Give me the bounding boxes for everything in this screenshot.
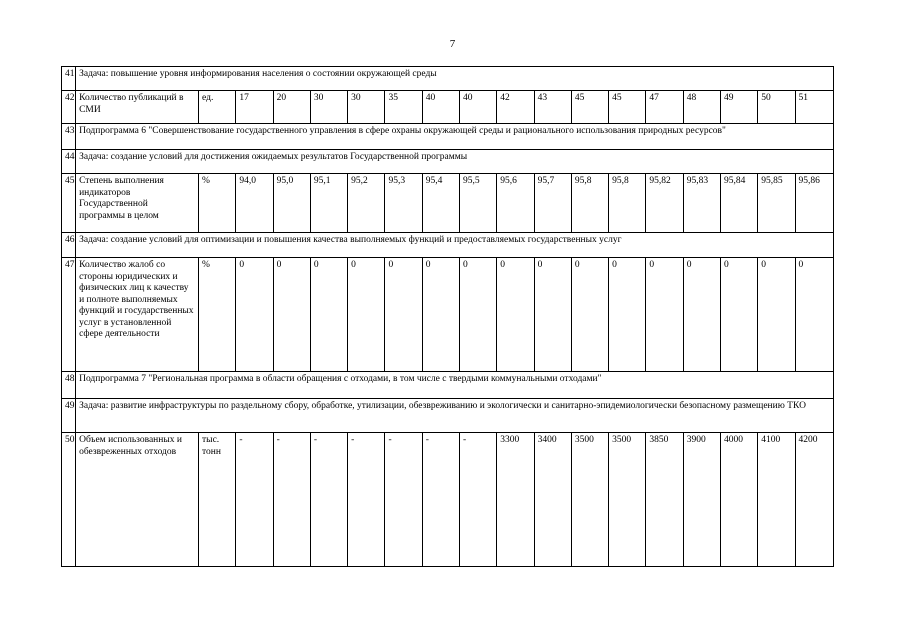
value-cell: - bbox=[236, 433, 273, 567]
table-row-41 bbox=[62, 67, 834, 91]
value-cell: 0 bbox=[534, 258, 571, 372]
value-cell: 30 bbox=[348, 91, 385, 124]
task-heading: Задача: развитие инфраструктуры по раздельному сбору, обработке, утилизации, обезвреживанию и экологически и санитарно-эпидемиологически безопасному размещению ТКО bbox=[76, 399, 834, 433]
row-number: 47 bbox=[62, 258, 76, 372]
value-cell: - bbox=[422, 433, 459, 567]
value-cell: 95,5 bbox=[460, 174, 497, 233]
value-cell: 0 bbox=[497, 258, 534, 372]
value-cell: 20 bbox=[273, 91, 310, 124]
value-cell: 95,1 bbox=[310, 174, 347, 233]
value-cell: 0 bbox=[460, 258, 497, 372]
task-heading: Задача: создание условий для достижения ожидаемых результатов Государственной программы bbox=[76, 150, 834, 174]
value-cell: 0 bbox=[646, 258, 683, 372]
page-number: 7 bbox=[449, 38, 456, 50]
value-cell: - bbox=[310, 433, 347, 567]
table-row-46 bbox=[62, 233, 834, 258]
value-cell: 95,4 bbox=[422, 174, 459, 233]
value-cell: 40 bbox=[422, 91, 459, 124]
value-cell: 3850 bbox=[646, 433, 683, 567]
table-row-49 bbox=[62, 399, 834, 433]
value-cell: 3500 bbox=[609, 433, 646, 567]
value-cell: 0 bbox=[571, 258, 608, 372]
row-number: 42 bbox=[62, 91, 76, 124]
value-cell: 95,6 bbox=[497, 174, 534, 233]
value-cell: - bbox=[460, 433, 497, 567]
value-cell: 95,84 bbox=[720, 174, 757, 233]
value-cell: 0 bbox=[758, 258, 795, 372]
value-cell: 0 bbox=[720, 258, 757, 372]
value-cell: 17 bbox=[236, 91, 273, 124]
value-cell: 51 bbox=[795, 91, 833, 124]
task-heading: Задача: повышение уровня информирования населения о состоянии окружающей среды bbox=[76, 67, 834, 91]
unit-cell: тыс. тонн bbox=[199, 433, 236, 567]
value-cell: 3900 bbox=[683, 433, 720, 567]
value-cell: 40 bbox=[460, 91, 497, 124]
value-cell: 95,8 bbox=[571, 174, 608, 233]
value-cell: 30 bbox=[310, 91, 347, 124]
table-row-43 bbox=[62, 124, 834, 150]
unit-cell: % bbox=[199, 174, 236, 233]
value-cell: 42 bbox=[497, 91, 534, 124]
value-cell: 3300 bbox=[497, 433, 534, 567]
value-cell: 95,2 bbox=[348, 174, 385, 233]
row-number: 43 bbox=[62, 124, 76, 150]
row-number: 48 bbox=[62, 372, 76, 399]
value-cell: 0 bbox=[795, 258, 833, 372]
value-cell: 95,8 bbox=[609, 174, 646, 233]
value-cell: 4200 bbox=[795, 433, 833, 567]
table-row-50 bbox=[62, 433, 834, 567]
value-cell: - bbox=[348, 433, 385, 567]
value-cell: 95,82 bbox=[646, 174, 683, 233]
value-cell: 0 bbox=[348, 258, 385, 372]
value-cell: 49 bbox=[720, 91, 757, 124]
indicator-name: Степень выполнения индикаторов Государственной программы в целом bbox=[76, 174, 199, 233]
table-row-48 bbox=[62, 372, 834, 399]
value-cell: 0 bbox=[683, 258, 720, 372]
value-cell: 45 bbox=[609, 91, 646, 124]
table-row-44 bbox=[62, 150, 834, 174]
row-number: 49 bbox=[62, 399, 76, 433]
value-cell: 95,83 bbox=[683, 174, 720, 233]
row-number: 44 bbox=[62, 150, 76, 174]
row-number: 46 bbox=[62, 233, 76, 258]
indicator-name: Количество жалоб со стороны юридических и физических лиц к качеству и полноте выполняемых функций и государственных услуг в установленной сфере деятельности bbox=[76, 258, 199, 372]
value-cell: 0 bbox=[310, 258, 347, 372]
table-row-45 bbox=[62, 174, 834, 233]
value-cell: 94,0 bbox=[236, 174, 273, 233]
value-cell: - bbox=[385, 433, 422, 567]
table-row-47 bbox=[62, 258, 834, 372]
value-cell: 95,3 bbox=[385, 174, 422, 233]
value-cell: 48 bbox=[683, 91, 720, 124]
unit-cell: % bbox=[199, 258, 236, 372]
value-cell: 4000 bbox=[720, 433, 757, 567]
indicator-name: Количество публикаций в СМИ bbox=[76, 91, 199, 124]
value-cell: 0 bbox=[273, 258, 310, 372]
subprogram-heading: Подпрограмма 6 "Совершенствование государственного управления в сфере охраны окружающей среды и рационального использования природных ресурсов" bbox=[76, 124, 834, 150]
unit-cell: ед. bbox=[199, 91, 236, 124]
indicators-table bbox=[61, 66, 834, 567]
value-cell: 50 bbox=[758, 91, 795, 124]
value-cell: 3400 bbox=[534, 433, 571, 567]
value-cell: 0 bbox=[385, 258, 422, 372]
value-cell: 3500 bbox=[571, 433, 608, 567]
value-cell: 95,7 bbox=[534, 174, 571, 233]
value-cell: - bbox=[273, 433, 310, 567]
value-cell: 0 bbox=[422, 258, 459, 372]
indicator-name: Объем использованных и обезвреженных отходов bbox=[76, 433, 199, 567]
row-number: 41 bbox=[62, 67, 76, 91]
value-cell: 95,85 bbox=[758, 174, 795, 233]
value-cell: 95,0 bbox=[273, 174, 310, 233]
subprogram-heading: Подпрограмма 7 "Региональная программа в области обращения с отходами, в том числе с твердыми коммунальными отходами" bbox=[76, 372, 834, 399]
value-cell: 0 bbox=[236, 258, 273, 372]
task-heading: Задача: создание условий для оптимизации и повышения качества выполняемых функций и предоставляемых государственных услуг bbox=[76, 233, 834, 258]
value-cell: 35 bbox=[385, 91, 422, 124]
value-cell: 0 bbox=[609, 258, 646, 372]
value-cell: 4100 bbox=[758, 433, 795, 567]
value-cell: 43 bbox=[534, 91, 571, 124]
row-number: 50 bbox=[62, 433, 76, 567]
value-cell: 95,86 bbox=[795, 174, 833, 233]
value-cell: 47 bbox=[646, 91, 683, 124]
value-cell: 45 bbox=[571, 91, 608, 124]
row-number: 45 bbox=[62, 174, 76, 233]
table-row-42 bbox=[62, 91, 834, 124]
